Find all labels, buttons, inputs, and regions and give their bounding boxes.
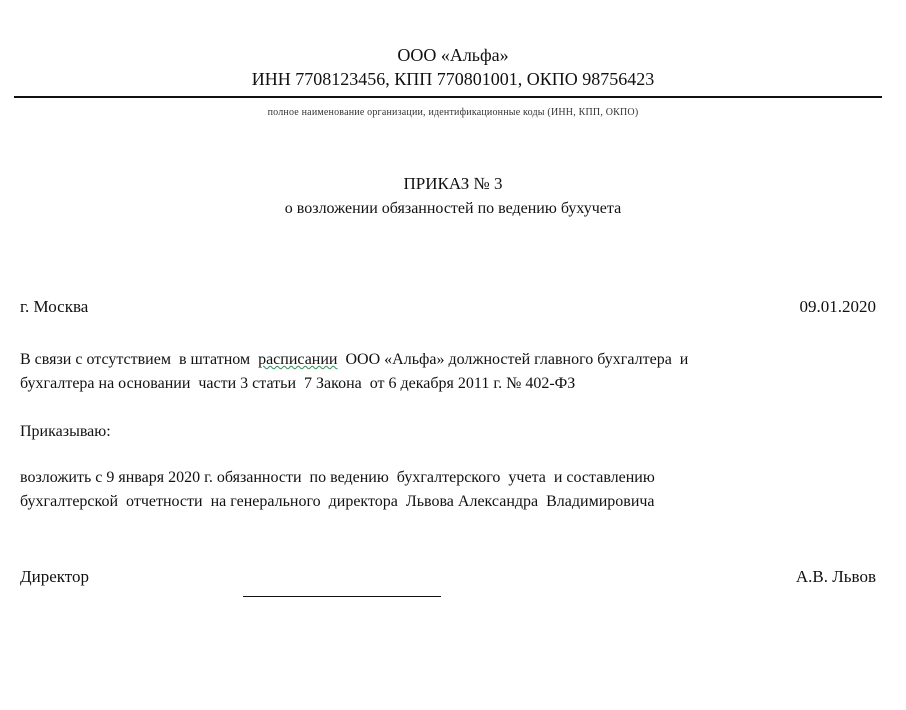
signature-row (20, 566, 876, 588)
order-title: ПРИКАЗ № 3 (403, 174, 503, 193)
reason-line-2: бухгалтера на основании части 3 статьи 7 Закона от 6 декабря 2011 г. № 402-ФЗ (20, 375, 576, 392)
organization-caption: полное наименование организации, идентификационные коды (ИНН, КПП, ОКПО) (267, 107, 639, 118)
signer-position: Директор (20, 567, 89, 586)
city-date-row (20, 296, 876, 318)
signature-line (243, 596, 441, 597)
decision-line-2: бухгалтерской отчетности на генерального директора Львова Александра Владимировича (20, 493, 655, 510)
organization-divider (14, 96, 882, 98)
order-date: 09.01.2020 (799, 297, 876, 316)
decision-line-1: возложить с 9 января 2020 г. обязанности по ведению бухгалтерского учета и составлению (20, 469, 655, 486)
signer-name: А.В. Львов (795, 567, 876, 586)
city: г. Москва (20, 297, 89, 316)
reason-line-1-end: ООО «Альфа» должностей главного бухгалтера и (337, 351, 689, 368)
reason-line-1-start: В связи с отсутствием в штатном (20, 351, 259, 368)
spellcheck-word: расписании (258, 351, 338, 368)
order-word: Приказываю: (20, 423, 111, 440)
reason-paragraph (20, 348, 876, 396)
decision-paragraph (20, 466, 876, 514)
organization-name: ООО «Альфа» (397, 45, 509, 65)
organization-codes: ИНН 7708123456, КПП 770801001, ОКПО 98756423 (251, 69, 655, 89)
reason-line-1 (20, 348, 876, 372)
order-subject: о возложении обязанностей по ведению бухучета (284, 200, 622, 217)
